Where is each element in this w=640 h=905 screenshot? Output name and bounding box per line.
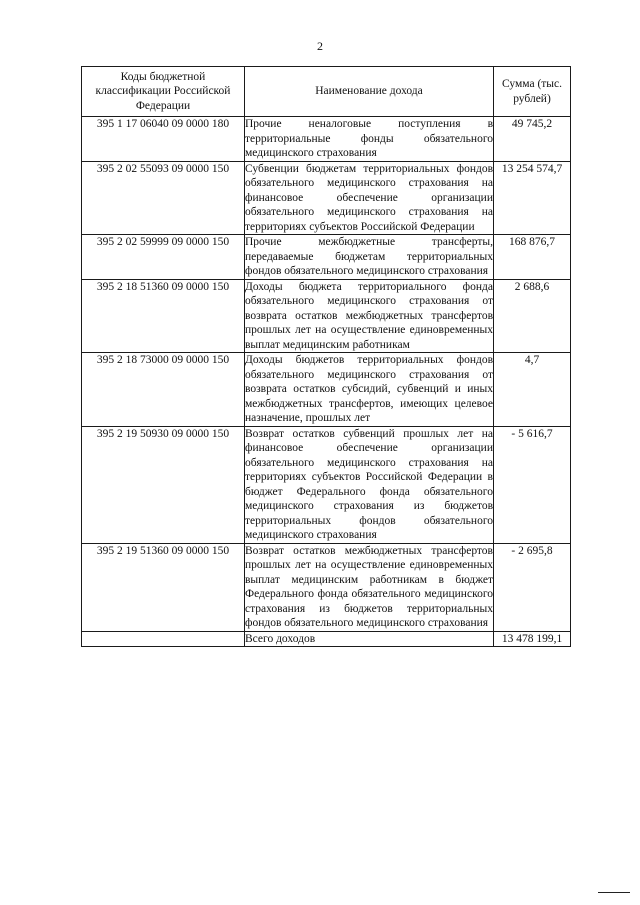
row-name: Субвенции бюджетам территориальных фондов обязательного медицинского страхования на финансовое обеспечение организации обязательного медицинского страхования на территориях субъектов Российской Федерации (245, 162, 493, 233)
header-name: Наименование дохода (245, 67, 494, 117)
row-amount: - 5 616,7 (494, 426, 571, 543)
row-name: Прочие неналоговые поступления в территориальные фонды обязательного медицинского страхования (245, 118, 493, 159)
table-row (82, 161, 571, 235)
row-name: Возврат остатков субвенций прошлых лет на финансовое обеспечение организации обязательного медицинского страхования на территориях субъектов Российской Федерации в бюджет Федерального фонда обязательного медицинского страхования из бюджетов территориальных фондов обязательного медицинского страхования (245, 427, 493, 541)
revenue-table (81, 66, 571, 647)
table-row (82, 117, 571, 162)
row-code: 395 1 17 06040 09 0000 180 (82, 117, 245, 162)
footer-divider (598, 892, 630, 893)
row-amount: - 2 695,8 (494, 543, 571, 631)
row-code: 395 2 19 50930 09 0000 150 (82, 426, 245, 543)
row-amount: 168 876,7 (494, 235, 571, 280)
row-code: 395 2 19 51360 09 0000 150 (82, 543, 245, 631)
table-row (82, 235, 571, 280)
row-code: 395 2 18 73000 09 0000 150 (82, 353, 245, 427)
row-amount: 49 745,2 (494, 117, 571, 162)
table-row (82, 543, 571, 631)
row-name: Доходы бюджетов территориальных фондов обязательного медицинского страхования от возврата остатков субсидий, субвенций и иных межбюджетных трансфертов, имеющих целевое назначение, прошлых лет (245, 354, 493, 424)
row-amount: 2 688,6 (494, 279, 571, 353)
table-row (82, 353, 571, 427)
table-header-row (82, 67, 571, 117)
total-row (82, 631, 571, 647)
row-name: Прочие межбюджетные трансферты, передаваемые бюджетам территориальных фондов обязательного медицинского страхования (245, 236, 493, 277)
total-label: Всего доходов (245, 631, 494, 647)
row-amount: 4,7 (494, 353, 571, 427)
row-code: 395 2 02 55093 09 0000 150 (82, 161, 245, 235)
page-number: 2 (317, 39, 323, 53)
row-amount: 13 254 574,7 (494, 161, 571, 235)
total-code-empty (82, 631, 245, 647)
row-name: Возврат остатков межбюджетных трансфертов прошлых лет на осуществление единовременных выплат медицинским работникам в бюджет Федерального фонда обязательного медицинского страхования из бюджетов территориальных фондов обязательного медицинского страхования (245, 544, 493, 629)
total-amount: 13 478 199,1 (494, 631, 571, 647)
row-name: Доходы бюджета территориального фонда обязательного медицинского страхования от возврата остатков межбюджетных трансфертов прошлых лет на осуществление единовременных выплат медицинским работникам (245, 280, 493, 351)
header-amount: Сумма (тыс. рублей) (494, 67, 571, 117)
table-row (82, 279, 571, 353)
table-row (82, 426, 571, 543)
row-code: 395 2 18 51360 09 0000 150 (82, 279, 245, 353)
row-code: 395 2 02 59999 09 0000 150 (82, 235, 245, 280)
header-code: Коды бюджетной классификации Российской Федерации (82, 67, 245, 117)
